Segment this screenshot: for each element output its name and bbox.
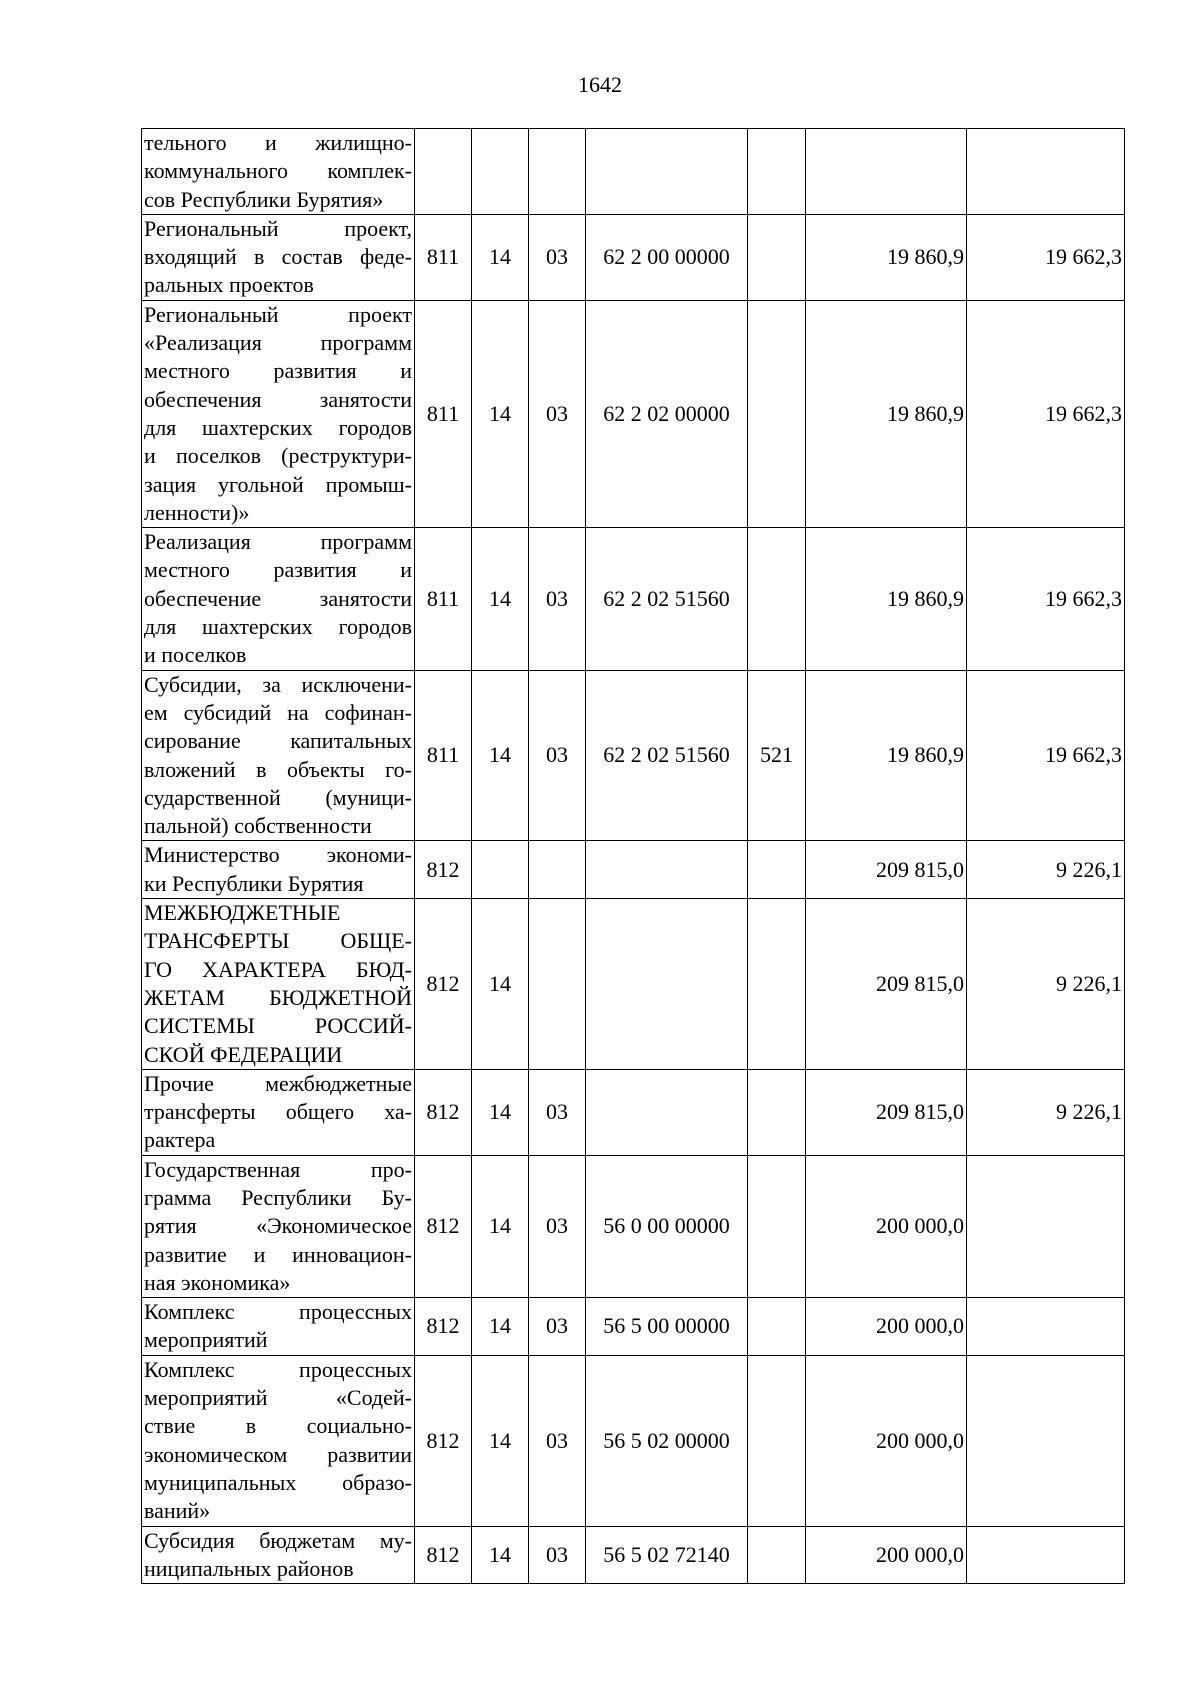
word: Республики [241, 1184, 352, 1210]
word: капитальных [290, 728, 412, 754]
target-article-cell: 62 2 02 51560 [586, 528, 748, 670]
word: проект [348, 301, 412, 327]
word: ха- [384, 1099, 412, 1125]
item-name-cell [142, 899, 415, 1070]
expense-type-cell [748, 528, 806, 670]
word: образо- [342, 1469, 412, 1495]
word: жилищно- [315, 130, 412, 155]
item-name-line [144, 129, 412, 157]
amount-year2-cell [967, 1155, 1125, 1297]
word: для [144, 414, 177, 440]
item-name-line [144, 1527, 412, 1555]
word: Субсидии, [144, 671, 242, 697]
item-name-cell [142, 129, 415, 215]
word: местного [144, 358, 230, 384]
table-row [142, 1298, 1125, 1356]
word: Прочие [144, 1070, 214, 1096]
item-name-line: ленности)» [144, 499, 250, 525]
amount-year2-cell [967, 1355, 1125, 1526]
section-cell: 14 [472, 1155, 529, 1297]
word: БЮДЖЕТНОЙ [269, 984, 412, 1010]
expense-type-cell [748, 899, 806, 1070]
word: шахтерских [202, 414, 313, 440]
word: городов [338, 614, 412, 640]
expense-type-cell [748, 1526, 806, 1584]
word: занятости [319, 386, 412, 412]
subsection-cell: 03 [529, 1069, 586, 1155]
section-cell: 14 [472, 1069, 529, 1155]
table-body [142, 129, 1125, 1584]
word: инновацион- [292, 1241, 412, 1267]
expense-type-cell [748, 1155, 806, 1297]
word: коммунального [144, 158, 288, 184]
item-name-line [144, 927, 412, 955]
word: занятости [319, 585, 412, 611]
table-row [142, 1355, 1125, 1526]
expense-type-cell [748, 841, 806, 899]
word: программ [320, 529, 412, 555]
table-row [142, 214, 1125, 300]
word: и [253, 1241, 266, 1267]
target-article-cell: 56 5 00 00000 [586, 1298, 748, 1356]
word: сударственной [144, 784, 281, 810]
subsection-cell: 03 [529, 670, 586, 841]
word: тельного [144, 130, 227, 155]
word: объекты [287, 756, 365, 782]
word: в [253, 244, 265, 270]
subsection-cell: 03 [529, 1298, 586, 1356]
item-name-cell [142, 1155, 415, 1297]
item-name-line [144, 1441, 412, 1469]
amount-year1-cell: 19 860,9 [806, 528, 967, 670]
target-article-cell: 62 2 02 51560 [586, 670, 748, 841]
item-name-cell [142, 528, 415, 670]
word: проект, [344, 215, 412, 241]
section-cell: 14 [472, 528, 529, 670]
word: про- [370, 1156, 412, 1182]
amount-year2-cell [967, 1526, 1125, 1584]
word: СИСТЕМЫ [144, 1013, 255, 1039]
word: процессных [299, 1356, 412, 1382]
word: «Содей- [335, 1385, 412, 1411]
target-article-cell [586, 1069, 748, 1155]
word: (реструктури- [281, 443, 412, 469]
item-name-line: ная экономика» [144, 1269, 291, 1295]
target-article-cell: 56 0 00 00000 [586, 1155, 748, 1297]
item-name-line [144, 1012, 412, 1040]
table-row [142, 528, 1125, 670]
word: ОБЩЕ- [340, 928, 412, 954]
item-name-line [144, 301, 412, 329]
item-name-line [144, 1070, 412, 1098]
subsection-cell: 03 [529, 528, 586, 670]
item-name-line [144, 1298, 412, 1326]
word: БЮД- [356, 956, 412, 982]
item-name-line: СКОЙ ФЕДЕРАЦИИ [144, 1041, 343, 1067]
subsection-cell: 03 [529, 300, 586, 527]
word: и [265, 130, 277, 155]
word: му- [379, 1527, 412, 1553]
grbs-cell: 811 [415, 300, 472, 527]
word: Государственная [144, 1156, 301, 1182]
subsection-cell: 03 [529, 1526, 586, 1584]
word: Бу- [381, 1184, 412, 1210]
table-row [142, 841, 1125, 899]
subsection-cell: 03 [529, 1155, 586, 1297]
word: ствие [144, 1413, 196, 1439]
table-row [142, 300, 1125, 527]
word: развитии [327, 1441, 412, 1467]
amount-year1-cell: 200 000,0 [806, 1155, 967, 1297]
item-name-cell [142, 1069, 415, 1155]
amount-year2-cell: 19 662,3 [967, 300, 1125, 527]
word: городов [338, 414, 412, 440]
word: для [144, 614, 177, 640]
word: го- [385, 756, 412, 782]
word: вложений [144, 756, 236, 782]
grbs-cell: 811 [415, 670, 472, 841]
grbs-cell: 812 [415, 1069, 472, 1155]
word: Комплекс [144, 1356, 235, 1382]
table-row [142, 1069, 1125, 1155]
grbs-cell: 811 [415, 214, 472, 300]
section-cell [472, 841, 529, 899]
word: развития [273, 557, 357, 583]
amount-year2-cell: 9 226,1 [967, 1069, 1125, 1155]
subsection-cell [529, 129, 586, 215]
budget-table [141, 128, 1125, 1584]
amount-year1-cell: 19 860,9 [806, 300, 967, 527]
word: состав [281, 244, 343, 270]
item-name-line [144, 471, 412, 499]
item-name-line [144, 1469, 412, 1497]
item-name-line: ваний» [144, 1498, 211, 1524]
expense-type-cell [748, 300, 806, 527]
table-row [142, 129, 1125, 215]
word: экономи- [326, 842, 412, 868]
item-name-cell [142, 841, 415, 899]
item-name-cell [142, 1526, 415, 1584]
word: и [400, 557, 412, 583]
section-cell: 14 [472, 899, 529, 1070]
word: программ [320, 330, 412, 356]
item-name-line [144, 528, 412, 556]
item-name-line: и поселков [144, 642, 247, 668]
word: и [144, 443, 156, 469]
item-name-line [144, 585, 412, 613]
item-name-line [144, 157, 412, 185]
amount-year1-cell: 209 815,0 [806, 1069, 967, 1155]
item-name-cell [142, 1355, 415, 1526]
table-row [142, 670, 1125, 841]
item-name-line [144, 984, 412, 1012]
word: обеспечение [144, 585, 262, 611]
word: сирование [144, 728, 241, 754]
word: Субсидия [144, 1527, 235, 1553]
item-name-line: МЕЖБЮДЖЕТНЫЕ [144, 900, 341, 926]
item-name-line [144, 699, 412, 727]
word: исключени- [301, 671, 412, 697]
amount-year1-cell: 19 860,9 [806, 670, 967, 841]
item-name-line [144, 329, 412, 357]
expense-type-cell [748, 1069, 806, 1155]
item-name-line: мероприятий [144, 1327, 268, 1353]
word: зация [144, 471, 197, 497]
item-name-line [144, 1412, 412, 1440]
item-name-line [144, 756, 412, 784]
item-name-line [144, 671, 412, 699]
section-cell [472, 129, 529, 215]
section-cell: 14 [472, 1355, 529, 1526]
item-name-line [144, 1156, 412, 1184]
section-cell: 14 [472, 214, 529, 300]
word: ГО [144, 956, 173, 982]
word: межбюджетные [265, 1070, 412, 1096]
amount-year2-cell: 19 662,3 [967, 214, 1125, 300]
word: РОССИЙ- [314, 1013, 412, 1039]
word: за [262, 671, 281, 697]
item-name-line: пальной) собственности [144, 813, 372, 839]
subsection-cell [529, 899, 586, 1070]
page-number: 1642 [578, 72, 622, 97]
item-name-line [144, 215, 412, 243]
item-name-line [144, 727, 412, 755]
item-name-line [144, 841, 412, 869]
expense-type-cell [748, 1298, 806, 1356]
item-name-cell [142, 1298, 415, 1356]
item-name-line [144, 556, 412, 584]
word: местного [144, 557, 230, 583]
target-article-cell: 56 5 02 00000 [586, 1355, 748, 1526]
item-name-line [144, 1356, 412, 1384]
item-name-cell [142, 300, 415, 527]
word: рятия [144, 1213, 197, 1239]
word: в [256, 756, 267, 782]
item-name-line: ки Республики Бурятия [144, 870, 364, 896]
item-name-line: ральных проектов [144, 272, 314, 298]
amount-year1-cell: 200 000,0 [806, 1298, 967, 1356]
item-name-line [144, 414, 412, 442]
amount-year1-cell: 209 815,0 [806, 899, 967, 1070]
word: и [400, 358, 412, 384]
grbs-cell: 812 [415, 1355, 472, 1526]
section-cell: 14 [472, 1298, 529, 1356]
word: ем [144, 699, 168, 725]
item-name-line: ниципальных районов [144, 1555, 354, 1581]
target-article-cell [586, 841, 748, 899]
amount-year1-cell: 209 815,0 [806, 841, 967, 899]
item-name-line: сов Республики Бурятия» [144, 186, 384, 212]
target-article-cell: 56 5 02 72140 [586, 1526, 748, 1584]
subsection-cell: 03 [529, 214, 586, 300]
word: Реализация [144, 529, 251, 555]
word: бюджетам [259, 1527, 356, 1553]
amount-year2-cell [967, 129, 1125, 215]
target-article-cell: 62 2 02 00000 [586, 300, 748, 527]
word: социально- [306, 1413, 412, 1439]
table-row [142, 1526, 1125, 1584]
item-name-line [144, 956, 412, 984]
word: трансферты [144, 1099, 256, 1125]
subsection-cell: 03 [529, 1355, 586, 1526]
item-name-line [144, 1384, 412, 1412]
amount-year1-cell: 200 000,0 [806, 1355, 967, 1526]
word: Региональный [144, 301, 279, 327]
amount-year1-cell [806, 129, 967, 215]
grbs-cell: 812 [415, 1155, 472, 1297]
item-name-line [144, 1098, 412, 1126]
section-cell: 14 [472, 300, 529, 527]
item-name-cell [142, 670, 415, 841]
word: общего [285, 1099, 355, 1125]
item-name-line: рактера [144, 1127, 216, 1153]
amount-year2-cell: 19 662,3 [967, 528, 1125, 670]
grbs-cell: 812 [415, 841, 472, 899]
word: промыш- [325, 471, 412, 497]
expense-type-cell [748, 129, 806, 215]
word: «Экономическое [256, 1213, 412, 1239]
word: муниципальных [144, 1469, 297, 1495]
grbs-cell: 812 [415, 1526, 472, 1584]
word: Региональный [144, 215, 279, 241]
word: ХАРАКТЕРА [202, 956, 327, 982]
word: субсидий [183, 699, 272, 725]
table-row [142, 1155, 1125, 1297]
word: на [287, 699, 309, 725]
item-name-line [144, 386, 412, 414]
word: поселков [175, 443, 261, 469]
item-name-line [144, 784, 412, 812]
grbs-cell: 811 [415, 528, 472, 670]
word: экономическом [144, 1441, 288, 1467]
expense-type-cell [748, 1355, 806, 1526]
grbs-cell [415, 129, 472, 215]
item-name-line [144, 357, 412, 385]
target-article-cell [586, 899, 748, 1070]
grbs-cell: 812 [415, 1298, 472, 1356]
word: развитие [144, 1241, 227, 1267]
amount-year1-cell: 200 000,0 [806, 1526, 967, 1584]
section-cell: 14 [472, 1526, 529, 1584]
word: мероприятий [144, 1385, 268, 1411]
amount-year2-cell: 9 226,1 [967, 841, 1125, 899]
word: шахтерских [202, 614, 313, 640]
item-name-line [144, 243, 412, 271]
word: Министерство [144, 842, 280, 868]
item-name-line [144, 1241, 412, 1269]
subsection-cell [529, 841, 586, 899]
word: комплек- [327, 158, 412, 184]
word: обеспечения [144, 386, 262, 412]
target-article-cell [586, 129, 748, 215]
item-name-line [144, 1212, 412, 1240]
amount-year2-cell: 19 662,3 [967, 670, 1125, 841]
word: угольной [218, 471, 304, 497]
item-name-line [144, 613, 412, 641]
word: грамма [144, 1184, 212, 1210]
word: в [245, 1413, 257, 1439]
table-row [142, 899, 1125, 1070]
word: Комплекс [144, 1299, 235, 1325]
item-name-cell [142, 214, 415, 300]
amount-year1-cell: 19 860,9 [806, 214, 967, 300]
word: процессных [299, 1299, 412, 1325]
expense-type-cell [748, 214, 806, 300]
word: ТРАНСФЕРТЫ [144, 928, 290, 954]
target-article-cell: 62 2 00 00000 [586, 214, 748, 300]
word: феде- [359, 244, 412, 270]
word: (муници- [325, 784, 412, 810]
section-cell: 14 [472, 670, 529, 841]
word: ЖЕТАМ [144, 984, 225, 1010]
word: входящий [144, 244, 237, 270]
word: «Реализация [144, 330, 262, 356]
amount-year2-cell: 9 226,1 [967, 899, 1125, 1070]
expense-type-cell: 521 [748, 670, 806, 841]
word: софинан- [324, 699, 412, 725]
word: развития [273, 358, 357, 384]
item-name-line [144, 1184, 412, 1212]
grbs-cell: 812 [415, 899, 472, 1070]
item-name-line [144, 442, 412, 470]
amount-year2-cell [967, 1298, 1125, 1356]
